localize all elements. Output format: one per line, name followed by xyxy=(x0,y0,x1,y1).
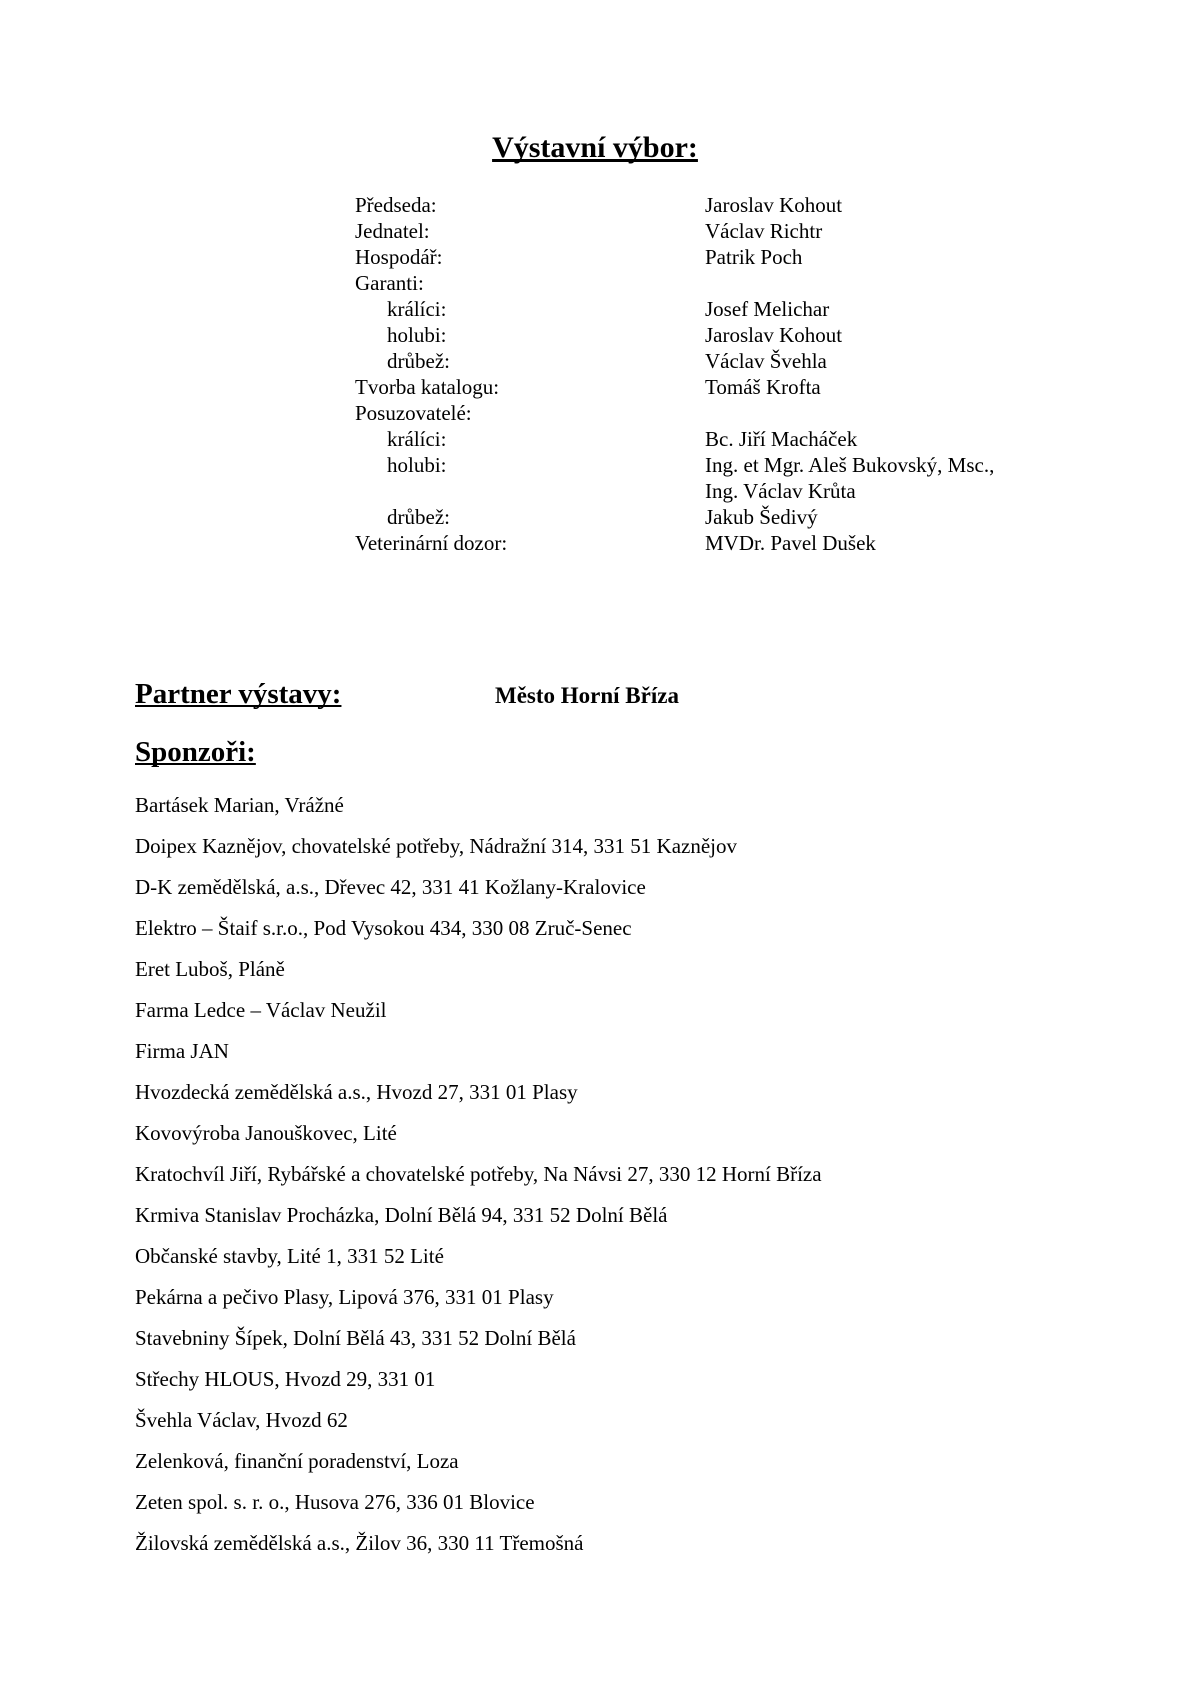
sponsor-item: Bartásek Marian, Vrážné xyxy=(135,793,344,817)
sponsor-item: Hvozdecká zemědělská a.s., Hvozd 27, 331 01 Plasy xyxy=(135,1080,578,1104)
committee-row xyxy=(355,530,1115,556)
sponsor-item: Švehla Václav, Hvozd 62 xyxy=(135,1408,348,1432)
person-name: Bc. Jiří Macháček xyxy=(705,427,858,451)
committee-row xyxy=(355,348,1115,374)
committee-row xyxy=(355,374,1115,400)
role-label: králíci: xyxy=(387,297,447,321)
person-name: Josef Melichar xyxy=(705,297,830,321)
sponsor-item: Zelenková, finanční poradenství, Loza xyxy=(135,1449,459,1473)
committee-row xyxy=(355,296,1115,322)
partner-heading: Partner výstavy: xyxy=(135,678,342,710)
committee-row xyxy=(355,192,1115,218)
sponsor-item: Občanské stavby, Lité 1, 331 52 Lité xyxy=(135,1244,444,1268)
committee-row xyxy=(355,322,1115,348)
committee-row xyxy=(355,244,1115,270)
page-title: Výstavní výbor: xyxy=(492,131,698,164)
role-label: Tvorba katalogu: xyxy=(355,375,500,399)
sponsor-item: Stavebniny Šípek, Dolní Bělá 43, 331 52 Dolní Bělá xyxy=(135,1326,576,1350)
committee-row xyxy=(355,452,1115,478)
sponsor-item: Doipex Kaznějov, chovatelské potřeby, Nádražní 314, 331 51 Kaznějov xyxy=(135,834,737,858)
sponsor-item: Zeten spol. s. r. o., Husova 276, 336 01 Blovice xyxy=(135,1490,535,1514)
sponsor-item: Elektro – Štaif s.r.o., Pod Vysokou 434, 330 08 Zruč-Senec xyxy=(135,916,632,940)
sponsor-item: Střechy HLOUS, Hvozd 29, 331 01 xyxy=(135,1367,436,1391)
committee-row xyxy=(355,478,1115,504)
committee-row xyxy=(355,270,1115,296)
sponsor-item: Žilovská zemědělská a.s., Žilov 36, 330 11 Třemošná xyxy=(135,1531,584,1555)
role-label: drůbež: xyxy=(387,505,450,529)
person-name: Jaroslav Kohout xyxy=(705,323,843,347)
sponsor-item: Pekárna a pečivo Plasy, Lipová 376, 331 01 Plasy xyxy=(135,1285,554,1309)
person-name: Jaroslav Kohout xyxy=(705,193,843,217)
person-name: Ing. et Mgr. Aleš Bukovský, Msc., xyxy=(705,453,995,477)
partner-section xyxy=(135,678,1135,711)
role-label: Předseda: xyxy=(355,193,437,217)
person-name: Patrik Poch xyxy=(705,245,803,269)
sponsor-list xyxy=(135,785,1135,1564)
committee-row xyxy=(355,504,1115,530)
person-name: Ing. Václav Krůta xyxy=(705,479,856,503)
committee-row xyxy=(355,218,1115,244)
role-label: Veterinární dozor: xyxy=(355,531,508,555)
role-label: Posuzovatelé: xyxy=(355,401,472,425)
committee-row xyxy=(355,426,1115,452)
sponsor-item: Eret Luboš, Pláně xyxy=(135,957,285,981)
committee-row xyxy=(355,400,1115,426)
sponsor-item: Krmiva Stanislav Procházka, Dolní Bělá 94, 331 52 Dolní Bělá xyxy=(135,1203,668,1227)
sponsor-item: Kratochvíl Jiří, Rybářské a chovatelské potřeby, Na Návsi 27, 330 12 Horní Bříza xyxy=(135,1162,822,1186)
committee-list xyxy=(355,192,1115,556)
role-label: holubi: xyxy=(387,323,447,347)
person-name: MVDr. Pavel Dušek xyxy=(705,531,876,555)
person-name: Václav Švehla xyxy=(705,349,827,373)
role-label: Hospodář: xyxy=(355,245,443,269)
role-label: Garanti: xyxy=(355,271,424,295)
person-name: Václav Richtr xyxy=(705,219,823,243)
role-label: drůbež: xyxy=(387,349,450,373)
sponsors-heading: Sponzoři: xyxy=(135,736,256,768)
partner-value: Město Horní Bříza xyxy=(495,683,679,708)
sponsor-item: Firma JAN xyxy=(135,1039,229,1063)
person-name: Tomáš Krofta xyxy=(705,375,821,399)
sponsor-item: Farma Ledce – Václav Neužil xyxy=(135,998,387,1022)
role-label: králíci: xyxy=(387,427,447,451)
role-label: Jednatel: xyxy=(355,219,430,243)
person-name: Jakub Šedivý xyxy=(705,505,818,529)
role-label: holubi: xyxy=(387,453,447,477)
sponsor-item: D-K zemědělská, a.s., Dřevec 42, 331 41 Kožlany-Kralovice xyxy=(135,875,646,899)
sponsor-item: Kovovýroba Janouškovec, Lité xyxy=(135,1121,397,1145)
